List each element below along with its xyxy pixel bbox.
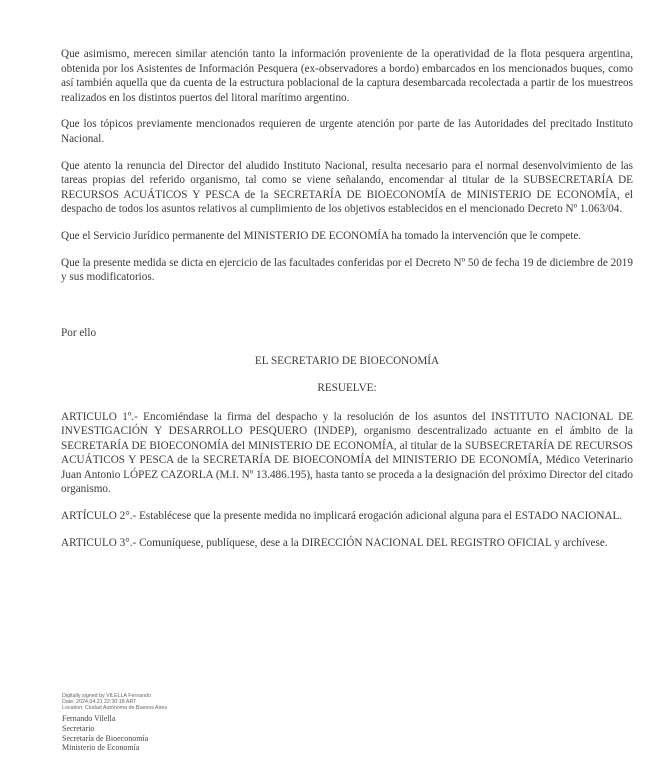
signer-office: Secretaría de Bioeconomía [62, 733, 149, 743]
digital-signature-stamp [62, 694, 167, 711]
considerando-paragraph-4: Que el Servicio Jurídico permanente del MINISTERIO DE ECONOMÍA ha tomado la intervención que le compete. [61, 229, 582, 242]
signer-ministry: Ministerio de Economía [62, 743, 140, 753]
considerando-paragraph-1: Que asimismo, merecen similar atención tanto la información proveniente de la operatividad de la flota pesquera argentina, obtenida por los Asistentes de Información Pesquera (ex-observadores a bordo) embarcados en los mencionados buques, como así también aquella que da cuenta de la estructura poblacional de la captura desembarcada recolectada a partir de los muestreos realizados en los distintos puertos del litoral marítimo argentino. [61, 48, 633, 104]
authority-heading: EL SECRETARIO DE BIOECONOMÍA [254, 355, 440, 368]
signature-block [62, 694, 167, 753]
signature-date-text: Date: 2024.04.21 22:30:18 ART [62, 698, 137, 705]
document-page [61, 47, 633, 562]
resuelve-heading: RESUELVE: [317, 381, 377, 394]
signer-name: Fernando Vilella [62, 714, 116, 724]
considerando-paragraph-5: Que la presente medida se dicta en ejercicio de las facultades conferidas por el Decreto Nº 50 de fecha 19 de diciembre de 2019 y sus modificatorios. [61, 256, 633, 284]
considerando-paragraph-2: Que los tópicos previamente mencionados requieren de urgente atención por parte de las Autoridades del precitado Instituto Nacional. [61, 118, 633, 145]
article-2: ARTÍCULO 2°.- Establécese que la presente medida no implicará erogación adicional alguna para el ESTADO NACIONAL. [61, 510, 623, 523]
por-ello-text: Por ello [61, 326, 97, 339]
spacer [61, 297, 633, 326]
article-3: ARTICULO 3°.- Comuníquese, publíquese, dese a la DIRECCIÓN NACIONAL DEL REGISTRO OFICIAL y archívese. [61, 536, 608, 549]
signer-title: Secretario [62, 723, 95, 733]
article-1: ARTICULO 1º.- Encomiéndase la firma del despacho y la resolución de los asuntos del INSTITUTO NACIONAL DE INVESTIGACIÓN Y DESARROLLO PESQUERO (INDEP), organismo descentralizado actuante en el ámbito de la SECRETARÍA DE BIOECONOMÍA del MINISTERIO DE ECONOMÍA, al titular de la SUBSECRETARÍA DE RECURSOS ACUÁTICOS Y PESCA de la SECRETARÍA DE BIOECONOMÍA del MINISTERIO DE ECONOMÍA, Médico Veterinario Juan Antonio LÓPEZ CAZORLA (M.I. Nº 13.486.195), hasta tanto se proceda a la designación del próximo Director del citado organismo. [61, 410, 633, 496]
signed-by-text: Digitally signed by VILELLA Fernando [62, 693, 151, 699]
considerando-paragraph-3: Que atento la renuncia del Director del aludido Instituto Nacional, resulta necesario para el normal desenvolvimiento de las tareas propias del referido organismo, tal como se viene señalando, encomendar al titular de la SUBSECRETARÍA DE RECURSOS ACUÁTICOS Y PESCA de la SECRETARÍA DE BIOECONOMÍA de MINISTERIO DE ECONOMÍA, el despacho de todos los asuntos relativos al cumplimiento de los objetivos establecidos en el mencionado Decreto Nº 1.063/04. [61, 159, 633, 216]
signature-location-text: Location: Ciudad Autónoma de Buenos Aires [62, 704, 168, 711]
